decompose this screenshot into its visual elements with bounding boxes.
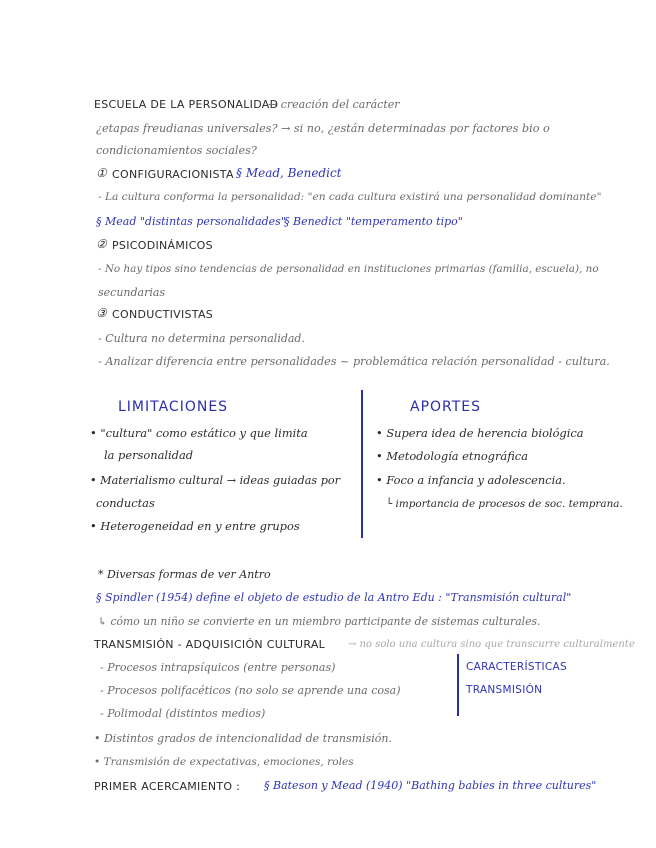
process-item-3: - Polimodal (distintos medios) xyxy=(100,707,266,720)
spindler-sub: ↳ cómo un niño se convierte en un miembro participante de sistemas culturales. xyxy=(98,615,541,628)
bateson-mead-ref: § Bateson y Mead (1940) "Bathing babies in three cultures" xyxy=(264,779,597,792)
column-divider xyxy=(361,390,363,538)
psicodinamicos-number: ② xyxy=(96,237,107,251)
benedict-note: § Benedict "temperamento tipo" xyxy=(284,215,463,228)
side-bracket xyxy=(457,654,459,716)
limitaciones-item-1-cont: la personalidad xyxy=(104,448,194,462)
mead-note: § Mead "distintas personalidades" xyxy=(96,215,286,228)
conductivistas-line-1: - Cultura no determina personalidad. xyxy=(98,332,305,345)
conductivistas-line-2: - Analizar diferencia entre personalidades ~ problemática relación personalidad - cultura. xyxy=(98,355,610,368)
bullet-expectativas: • Transmisión de expectativas, emociones, roles xyxy=(94,756,354,768)
conductivistas-label: CONDUCTIVISTAS xyxy=(112,308,214,321)
question-line-1: ¿etapas freudianas universales? → si no, ¿están determinadas por factores bio o xyxy=(96,122,550,135)
aportes-heading: APORTES xyxy=(410,399,482,415)
spindler-line: § Spindler (1954) define el objeto de estudio de la Antro Edu : "Transmisión cultural" xyxy=(96,591,572,604)
aportes-item-2: • Metodología etnográfica xyxy=(376,449,528,463)
aportes-item-1: • Supera idea de herencia biológica xyxy=(376,426,584,440)
limitaciones-item-2: • Materialismo cultural → ideas guiadas por xyxy=(90,474,340,487)
psicodinamicos-line-1: - No hay tipos sino tendencias de personalidad en instituciones primarias (familia, escuela), no xyxy=(98,263,599,275)
configuracionista-line-1: - La cultura conforma la personalidad: "en cada cultura existirá una personalidad dominante" xyxy=(98,191,602,203)
diversas-note: * Diversas formas de ver Antro xyxy=(98,568,271,581)
bullet-intencionalidad: • Distintos grados de intencionalidad de transmisión. xyxy=(94,732,392,745)
aportes-item-3: • Foco a infancia y adolescencia. xyxy=(376,473,566,487)
aportes-item-3-sub: └ importancia de procesos de soc. temprana. xyxy=(386,498,623,510)
configuracionista-label: CONFIGURACIONISTA xyxy=(112,168,234,181)
conductivistas-number: ③ xyxy=(96,306,107,320)
section-title: ESCUELA DE LA PERSONALIDAD xyxy=(94,98,279,111)
transmision-title: TRANSMISIÓN - ADQUISICIÓN CULTURAL xyxy=(94,638,326,651)
primer-acercamiento-label: PRIMER ACERCAMIENTO : xyxy=(94,780,241,793)
configuracionista-authors: § Mead, Benedict xyxy=(236,166,342,180)
limitaciones-item-2-cont: conductas xyxy=(96,496,155,510)
limitaciones-item-3: • Heterogeneidad en y entre grupos xyxy=(90,519,300,533)
side-label-caracteristicas: CARACTERÍSTICAS xyxy=(466,661,568,673)
process-item-2: - Procesos polifacéticos (no solo se aprende una cosa) xyxy=(100,684,401,697)
psicodinamicos-label: PSICODINÁMICOS xyxy=(112,239,213,252)
side-label-transmision: TRANSMISIÓN xyxy=(466,684,543,696)
psicodinamicos-line-2: secundarias xyxy=(98,286,166,299)
section-title-suffix: → creación del carácter xyxy=(268,98,400,111)
limitaciones-item-1: • "cultura" como estático y que limita xyxy=(90,426,308,440)
configuracionista-number: ① xyxy=(96,166,107,180)
limitaciones-heading: LIMITACIONES xyxy=(118,399,229,415)
question-line-2: condicionamientos sociales? xyxy=(96,144,257,157)
process-item-1: - Procesos intrapsíquicos (entre personas) xyxy=(100,661,336,674)
transmision-note: → no solo una cultura sino que transcurre culturalmente xyxy=(348,639,635,650)
